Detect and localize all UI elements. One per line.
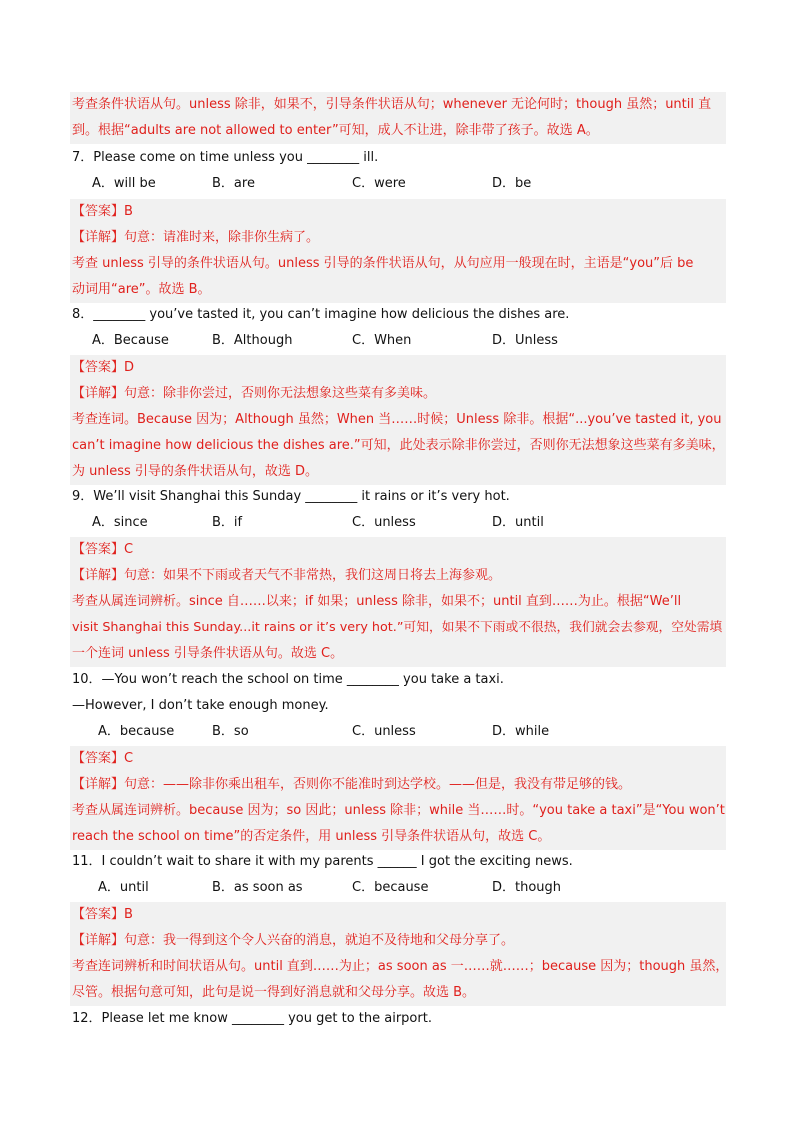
option-d: D．until xyxy=(492,515,544,530)
answer-line: 【答案】C xyxy=(72,542,134,557)
option-d: D．be xyxy=(492,176,532,191)
answer-line: 【答案】B xyxy=(72,204,133,219)
option-c: C．unless xyxy=(352,724,416,739)
explanation-line: 一个连词 unless 引导条件状语从句。故选 C。 xyxy=(72,646,344,661)
option-d: D．while xyxy=(492,724,550,739)
option-c: C．When xyxy=(352,333,412,348)
option-b: B．so xyxy=(212,724,249,739)
explanation-line: 考查从属连词辨析。since 自……以来；if 如果；unless 除非，如果不；until 直到……为止。根据“We’ll xyxy=(72,594,682,609)
answer-line: 【答案】D xyxy=(72,360,135,375)
option-a: A．Because xyxy=(92,333,169,348)
option-b: B．if xyxy=(212,515,243,530)
question-10-reply: —However, I don’t take enough money. xyxy=(72,698,329,713)
question-8: 8．________ you’ve tasted it, you can’t imagine how delicious the dishes are. xyxy=(72,307,570,322)
option-b: B．are xyxy=(212,176,255,191)
option-d: D．though xyxy=(492,880,562,895)
explanation-line: 为 unless 引导的条件状语从句，故选 D。 xyxy=(72,464,319,479)
option-a: A．since xyxy=(92,515,148,530)
option-c: C．were xyxy=(352,176,406,191)
explanation-line: 动词用“are”。故选 B。 xyxy=(72,282,211,297)
option-c: C．unless xyxy=(352,515,416,530)
explanation-line: can’t imagine how delicious the dishes are.”可知，此处表示除非你尝过，否则你无法想象这些菜有多美味， xyxy=(72,438,725,453)
option-c: C．because xyxy=(352,880,429,895)
answer-line: 【答案】B xyxy=(72,907,133,922)
explanation-line: 考查从属连词辨析。because 因为；so 因此；unless 除非；while 当……时。“you take a taxi”是“You won’t xyxy=(72,803,725,818)
detail-line: 【详解】句意：——除非你乘出租车，否则你不能准时到达学校。——但是，我没有带足够的钱。 xyxy=(72,777,632,792)
option-a: A．until xyxy=(98,880,149,895)
option-a: A．because xyxy=(98,724,175,739)
detail-line: 【详解】句意：我一得到这个令人兴奋的消息，就迫不及待地和父母分享了。 xyxy=(72,933,515,948)
question-10: 10．—You won’t reach the school on time ________ you take a taxi. xyxy=(72,672,504,687)
question-7: 7．Please come on time unless you ________ ill. xyxy=(72,150,379,165)
explanation-line: 尽管。根据句意可知，此句是说一得到好消息就和父母分享。故选 B。 xyxy=(72,985,476,1000)
question-9: 9．We’ll visit Shanghai this Sunday ________ it rains or it’s very hot. xyxy=(72,489,510,504)
detail-line: 【详解】句意：如果不下雨或者天气不非常热，我们这周日将去上海参观。 xyxy=(72,568,502,583)
question-11: 11．I couldn’t wait to share it with my parents ______ I got the exciting news. xyxy=(72,854,573,869)
explanation-line: 考查 unless 引导的条件状语从句。unless 引导的条件状语从句，从句应用一般现在时，主语是“you”后 be xyxy=(72,256,694,271)
explanation-line: visit Shanghai this Sunday...it rains or it’s very hot.”可知，如果不下雨或不很热，我们就会去参观，空处需填 xyxy=(72,620,723,635)
detail-line: 【详解】句意：除非你尝过，否则你无法想象这些菜有多美味。 xyxy=(72,386,437,401)
question-12: 12．Please let me know ________ you get to the airport. xyxy=(72,1011,432,1026)
detail-line: 【详解】句意：请准时来，除非你生病了。 xyxy=(72,230,320,245)
option-b: B．as soon as xyxy=(212,880,303,895)
option-a: A．will be xyxy=(92,176,156,191)
explanation-line: 考查连词。Because 因为；Although 虽然；When 当……时候；Unless 除非。根据“...you’ve tasted it, you xyxy=(72,412,722,427)
explanation-line: 到。根据“adults are not allowed to enter”可知，成人不让进，除非带了孩子。故选 A。 xyxy=(72,123,599,138)
option-d: D．Unless xyxy=(492,333,558,348)
explanation-line: 考查连词辨析和时间状语从句。until 直到……为止；as soon as 一……就……；because 因为；though 虽然， xyxy=(72,959,729,974)
option-b: B．Although xyxy=(212,333,293,348)
explanation-line: 考查条件状语从句。unless 除非，如果不，引导条件状语从句；whenever 无论何时；though 虽然；until 直 xyxy=(72,97,712,112)
explanation-line: reach the school on time”的否定条件，用 unless 引导条件状语从句，故选 C。 xyxy=(72,829,551,844)
answer-line: 【答案】C xyxy=(72,751,134,766)
